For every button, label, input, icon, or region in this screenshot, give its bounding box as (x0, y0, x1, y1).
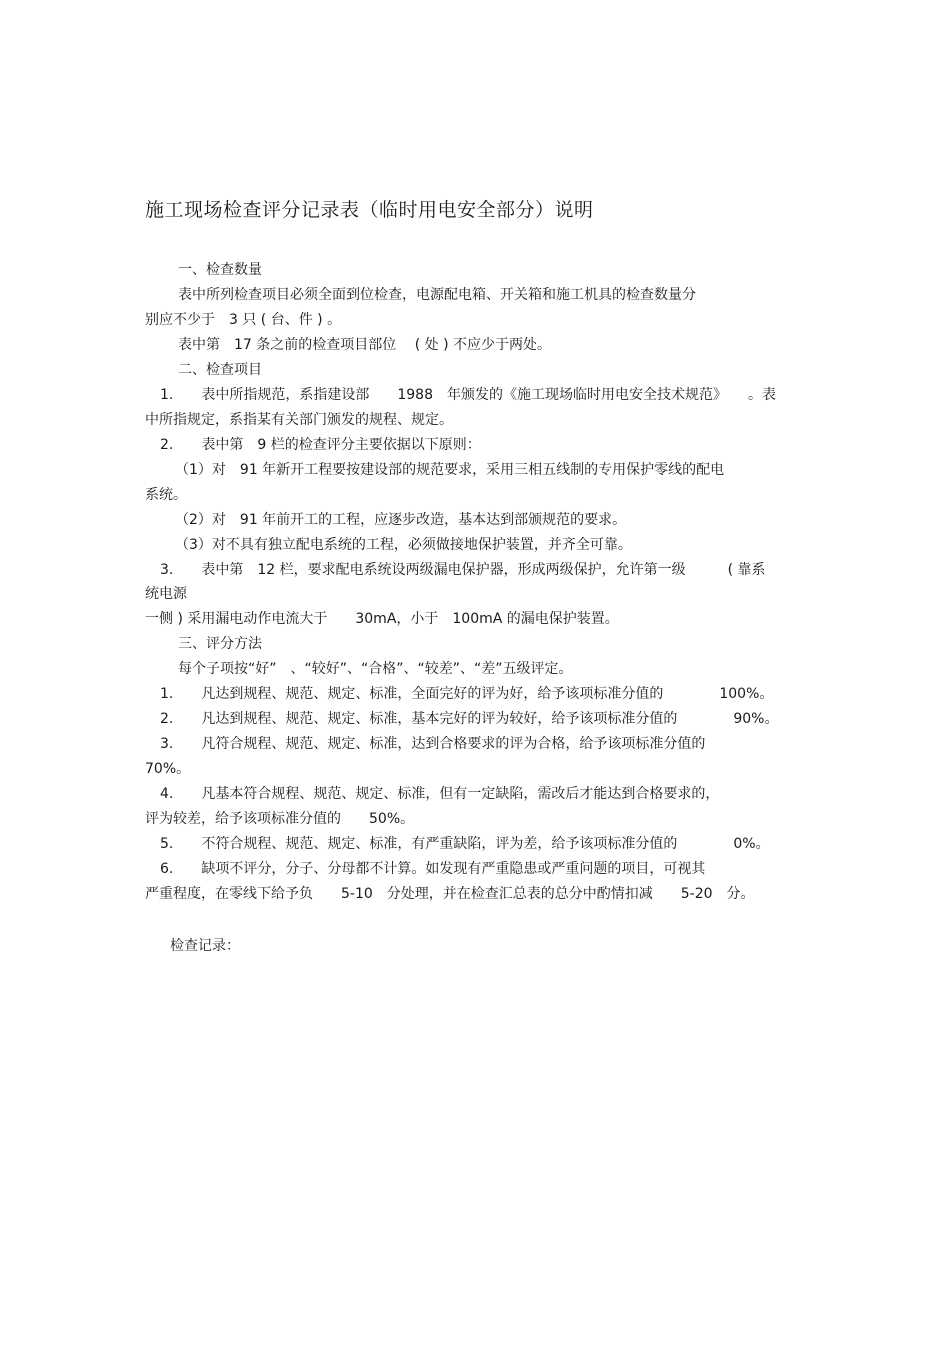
document-title: 施工现场检查评分记录表（临时用电安全部分）说明 (145, 199, 594, 221)
paragraph-line: 70%。 (145, 761, 191, 777)
paragraph-line: （3）对不具有独立配电系统的工程，必须做接地保护装置，并齐全可靠。 (175, 537, 632, 553)
inspection-record-label: 检查记录： (170, 938, 240, 954)
list-item: 2. 表中第 9 栏的检查评分主要依据以下原则： (160, 437, 481, 453)
list-item: 3. 表中第 12 栏，要求配电系统设两级漏电保护器，形成两级保护，允许第一级 ( 靠系 (160, 562, 766, 578)
paragraph-line: 统电源 (145, 586, 187, 602)
paragraph-line: 表中第 17 条之前的检查项目部位 ( 处 ) 不应少于两处。 (178, 337, 551, 353)
list-item: 2. 凡达到规程、规范、规定、标准，基本完好的评为较好，给予该项标准分值的 90%。 (160, 711, 779, 727)
list-item: 5. 不符合规程、规范、规定、标准，有严重缺陷，评为差，给予该项标准分值的 0%。 (160, 836, 770, 852)
paragraph-line: 严重程度，在零线下给予负 5-10 分处理，并在检查汇总表的总分中酌情扣减 5-20 分。 (145, 886, 755, 902)
list-item: 6. 缺项不评分，分子、分母都不计算。如发现有严重隐患或严重问题的项目，可视其 (160, 861, 706, 877)
paragraph-line: 每个子项按“好” 、“较好”、“合格”、“较差”、“差”五级评定。 (178, 661, 573, 677)
section-heading: 二、检查项目 (178, 362, 262, 378)
paragraph-line: 系统。 (145, 487, 187, 503)
paragraph-line: （1）对 91 年新开工程要按建设部的规范要求，采用三相五线制的专用保护零线的配电 (175, 462, 725, 478)
paragraph-line: 别应不少于 3 只 ( 台、件 ) 。 (145, 312, 342, 328)
list-item: 3. 凡符合规程、规范、规定、标准，达到合格要求的评为合格，给予该项标准分值的 (160, 736, 706, 752)
list-item: 1. 表中所指规范，系指建设部 1988 年颁发的《施工现场临时用电安全技术规范》 。表 (160, 387, 776, 403)
paragraph-line: 表中所列检查项目必须全面到位检查，电源配电箱、开关箱和施工机具的检查数量分 (178, 287, 696, 303)
section-heading: 一、检查数量 (178, 262, 262, 278)
paragraph-line: 评为较差，给予该项标准分值的 50%。 (145, 811, 415, 827)
paragraph-line: 中所指规定，系指某有关部门颁发的规程、规定。 (145, 412, 453, 428)
paragraph-line: 一侧 ) 采用漏电动作电流大于 30mA，小于 100mA 的漏电保护装置。 (145, 611, 619, 627)
section-heading: 三、评分方法 (178, 636, 262, 652)
list-item: 4. 凡基本符合规程、规范、规定、标准，但有一定缺陷，需改后才能达到合格要求的， (160, 786, 720, 802)
paragraph-line: （2）对 91 年前开工的工程，应逐步改造，基本达到部颁规范的要求。 (175, 512, 627, 528)
list-item: 1. 凡达到规程、规范、规定、标准，全面完好的评为好，给予该项标准分值的 100%。 (160, 686, 774, 702)
